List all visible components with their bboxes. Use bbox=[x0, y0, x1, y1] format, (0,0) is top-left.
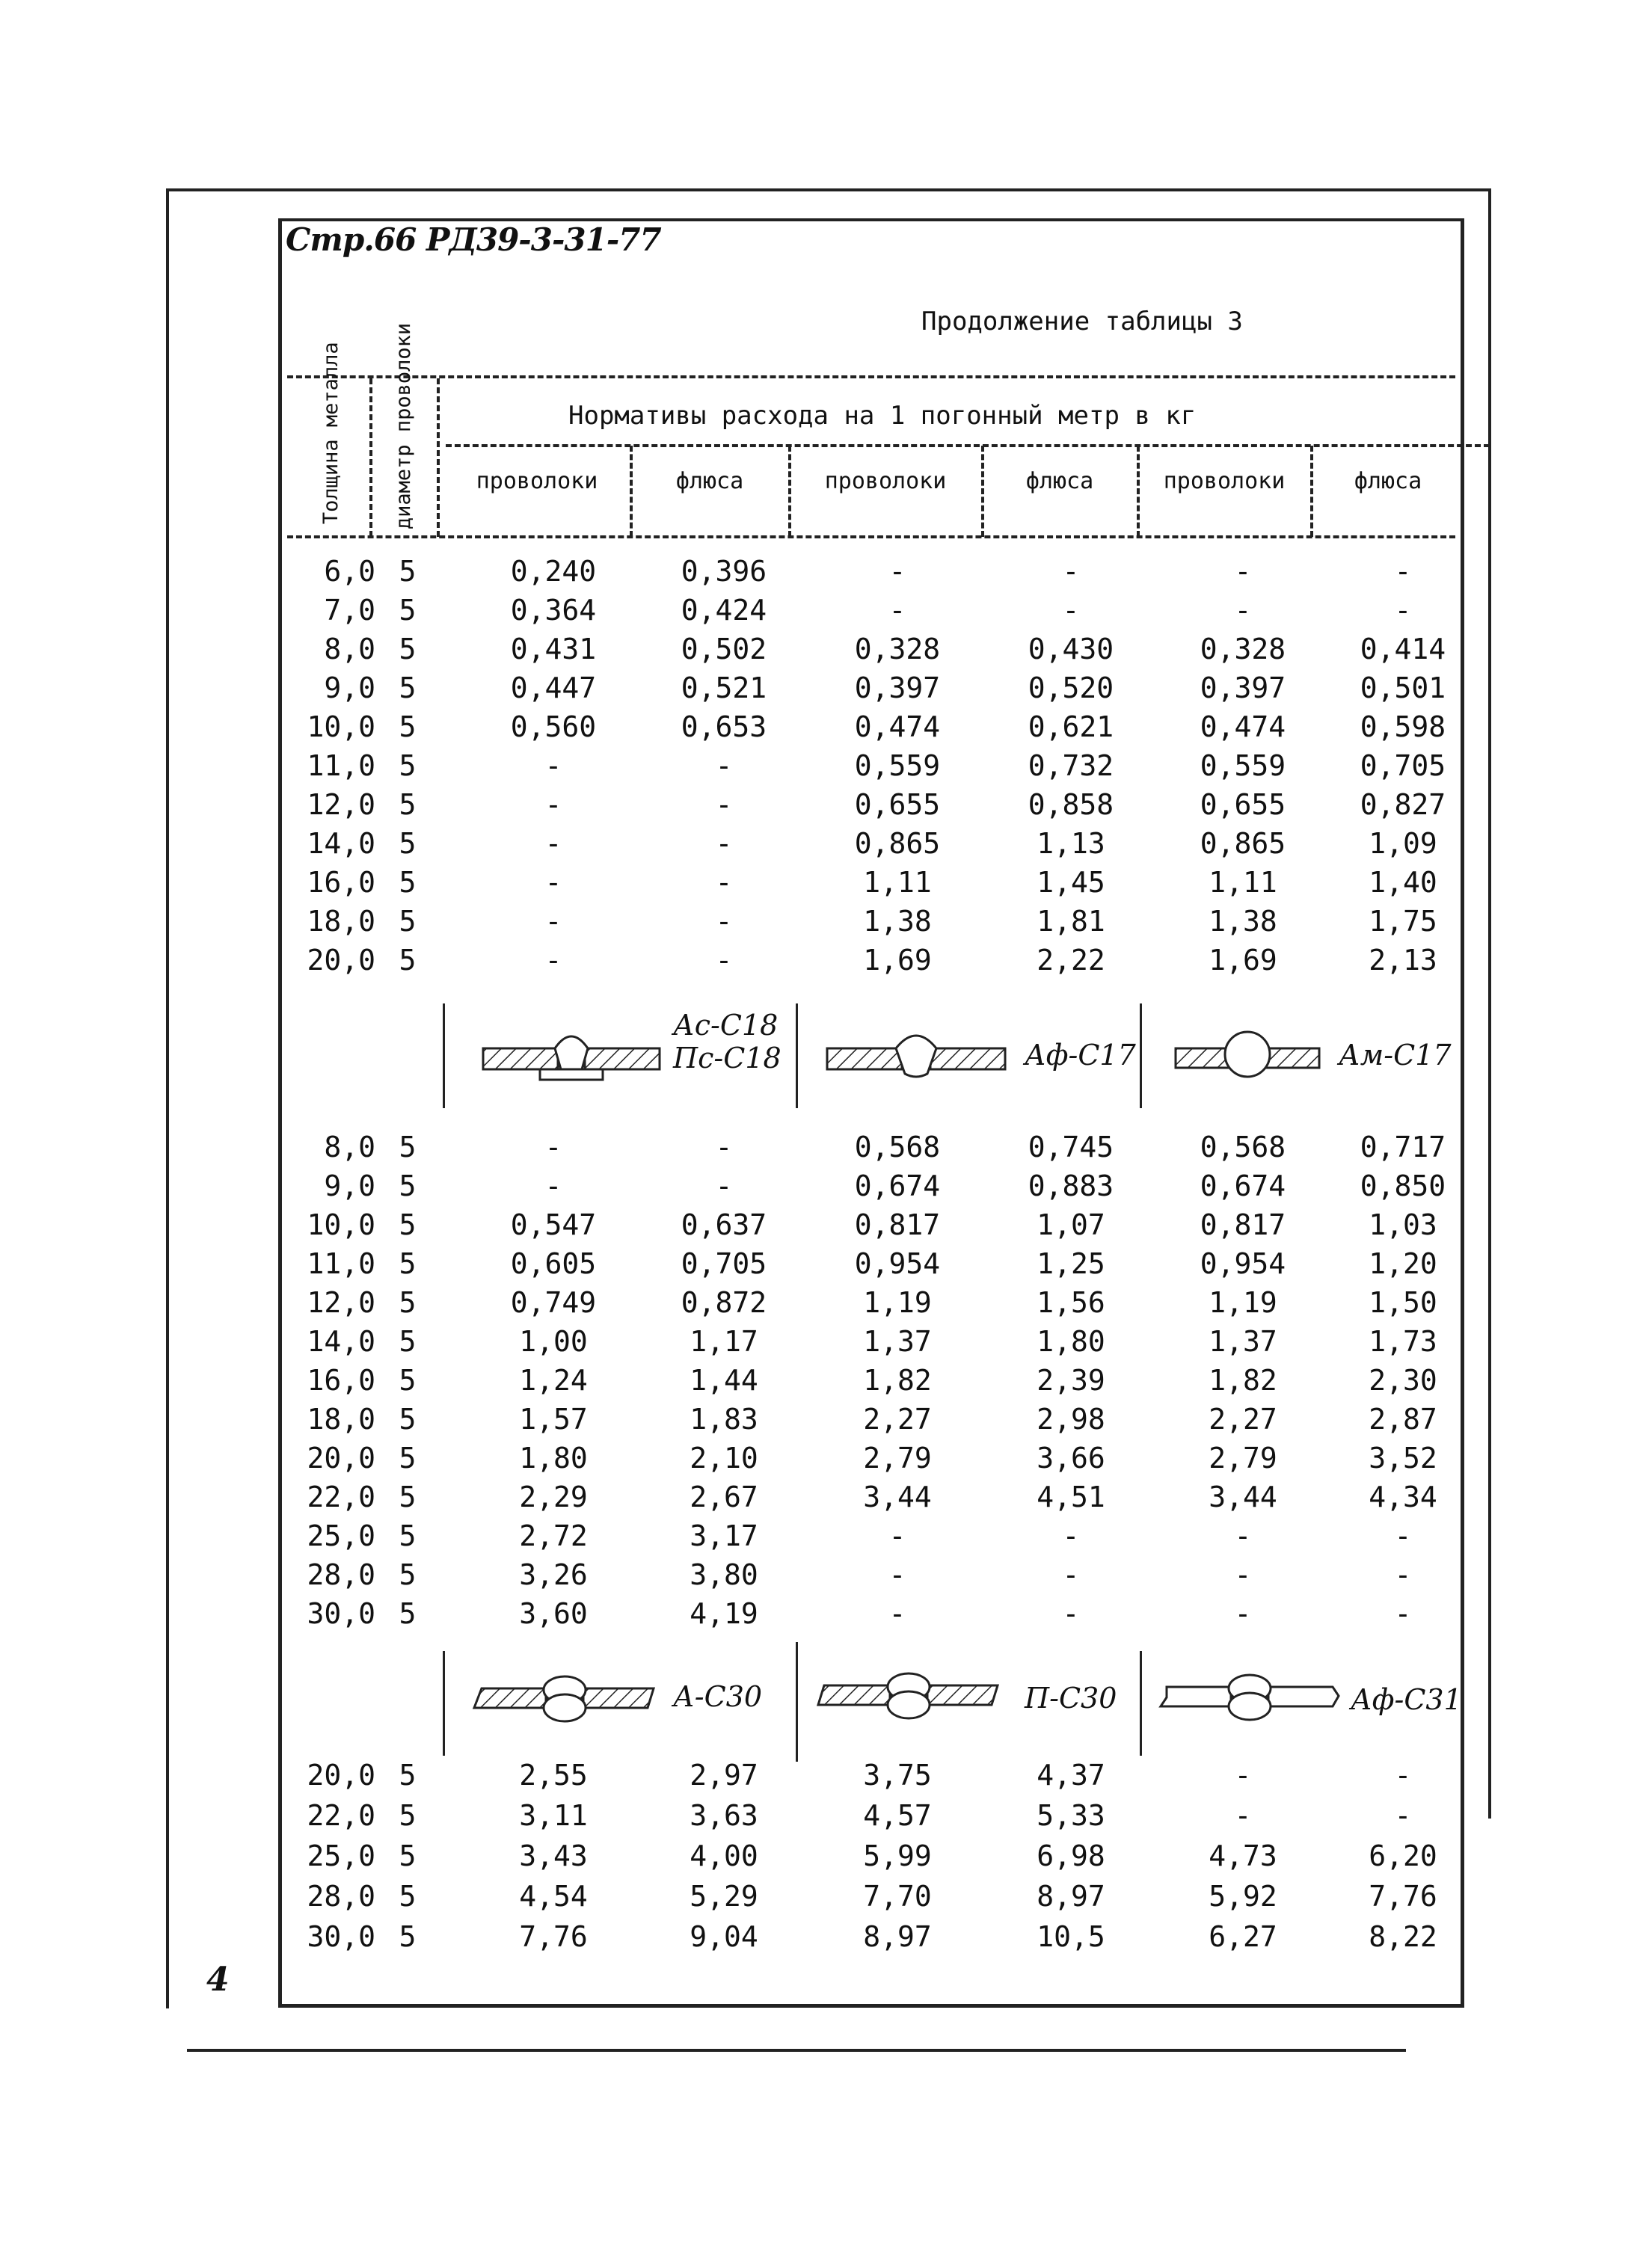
table-row bbox=[0, 1759, 1652, 1796]
cell-value: - bbox=[544, 866, 562, 899]
cell-value: - bbox=[1062, 555, 1080, 588]
cell-value: 3,80 bbox=[690, 1558, 758, 1591]
cell-diameter: 5 bbox=[399, 1558, 417, 1591]
cell-value: 1,83 bbox=[690, 1403, 758, 1436]
joint-separator bbox=[796, 1642, 798, 1762]
joint-separator bbox=[1140, 1651, 1142, 1756]
cell-diameter: 5 bbox=[399, 1208, 417, 1241]
cell-value: 1,81 bbox=[1037, 905, 1105, 938]
cell-value: 0,328 bbox=[1200, 633, 1286, 665]
cell-value: 1,45 bbox=[1037, 866, 1105, 899]
cell-value: 0,605 bbox=[510, 1247, 597, 1280]
cell-thickness: 7,0 bbox=[324, 594, 375, 627]
cell-value: 0,858 bbox=[1028, 788, 1114, 821]
cell-value: - bbox=[715, 1169, 733, 1202]
subheader-flux: флюса bbox=[675, 468, 744, 494]
cell-value: - bbox=[544, 827, 562, 860]
cell-value: - bbox=[544, 1169, 562, 1202]
cell-value: 2,67 bbox=[690, 1481, 758, 1513]
cell-value: 0,954 bbox=[854, 1247, 941, 1280]
table-row bbox=[0, 1558, 1652, 1596]
cell-value: 1,11 bbox=[863, 866, 932, 899]
joint-label: Аф-С17 bbox=[1025, 1039, 1136, 1072]
cell-value: - bbox=[888, 1558, 906, 1591]
cell-value: 0,447 bbox=[510, 671, 597, 704]
cell-value: 0,474 bbox=[1200, 710, 1286, 743]
cell-thickness: 30,0 bbox=[307, 1920, 375, 1953]
cell-diameter: 5 bbox=[399, 1131, 417, 1163]
cell-value: 4,19 bbox=[690, 1597, 758, 1630]
table-row bbox=[0, 1247, 1652, 1285]
cell-value: 4,54 bbox=[519, 1880, 588, 1913]
cell-value: 3,11 bbox=[519, 1799, 588, 1832]
cell-thickness: 9,0 bbox=[324, 671, 375, 704]
cell-value: 2,10 bbox=[690, 1442, 758, 1475]
cell-value: 6,27 bbox=[1209, 1920, 1277, 1953]
cell-value: 0,749 bbox=[510, 1286, 597, 1319]
cell-value: 1,37 bbox=[1209, 1325, 1277, 1358]
cell-value: 0,521 bbox=[681, 671, 767, 704]
cell-value: 2,13 bbox=[1369, 944, 1437, 977]
joint-label: П-С30 bbox=[1025, 1682, 1117, 1715]
cell-diameter: 5 bbox=[399, 1839, 417, 1872]
cell-value: 3,17 bbox=[690, 1519, 758, 1552]
cell-value: - bbox=[1062, 594, 1080, 627]
cell-value: 5,33 bbox=[1037, 1799, 1105, 1832]
table-row bbox=[0, 1403, 1652, 1440]
subheader-wire: проволоки bbox=[1163, 468, 1286, 494]
cell-value: 7,70 bbox=[863, 1880, 932, 1913]
cell-value: 3,26 bbox=[519, 1558, 588, 1591]
cell-thickness: 14,0 bbox=[307, 1325, 375, 1358]
cell-value: 0,568 bbox=[1200, 1131, 1286, 1163]
table-row bbox=[0, 1208, 1652, 1246]
cell-value: 1,50 bbox=[1369, 1286, 1437, 1319]
cell-value: 0,827 bbox=[1360, 788, 1446, 821]
cell-value: 6,98 bbox=[1037, 1839, 1105, 1872]
cell-value: 0,431 bbox=[510, 633, 597, 665]
cell-value: - bbox=[1394, 1799, 1412, 1832]
cell-value: 0,520 bbox=[1028, 671, 1114, 704]
cell-value: 4,73 bbox=[1209, 1839, 1277, 1872]
cell-value: 2,29 bbox=[519, 1481, 588, 1513]
cell-value: 1,69 bbox=[863, 944, 932, 977]
cell-thickness: 16,0 bbox=[307, 866, 375, 899]
cell-diameter: 5 bbox=[399, 1364, 417, 1397]
cell-value: 9,04 bbox=[690, 1920, 758, 1953]
cell-diameter: 5 bbox=[399, 1442, 417, 1475]
cell-thickness: 6,0 bbox=[324, 555, 375, 588]
cell-value: 2,55 bbox=[519, 1759, 588, 1792]
cell-value: 0,705 bbox=[1360, 749, 1446, 782]
cell-value: 0,872 bbox=[681, 1286, 767, 1319]
cell-value: 3,52 bbox=[1369, 1442, 1437, 1475]
cell-value: 0,717 bbox=[1360, 1131, 1446, 1163]
cell-value: - bbox=[715, 866, 733, 899]
cell-thickness: 25,0 bbox=[307, 1519, 375, 1552]
cell-value: 0,397 bbox=[1200, 671, 1286, 704]
cell-thickness: 10,0 bbox=[307, 1208, 375, 1241]
page-number: 4 bbox=[206, 1961, 230, 1999]
cell-value: 0,674 bbox=[1200, 1169, 1286, 1202]
table-row bbox=[0, 1799, 1652, 1836]
cell-thickness: 16,0 bbox=[307, 1364, 375, 1397]
cell-value: 0,705 bbox=[681, 1247, 767, 1280]
cell-value: 1,19 bbox=[1209, 1286, 1277, 1319]
cell-value: - bbox=[544, 944, 562, 977]
cell-value: 1,38 bbox=[863, 905, 932, 938]
cell-value: 0,655 bbox=[854, 788, 941, 821]
table-row bbox=[0, 671, 1652, 709]
cell-value: 1,25 bbox=[1037, 1247, 1105, 1280]
joint-code: Пс-С18 bbox=[673, 1041, 782, 1075]
cell-diameter: 5 bbox=[399, 1597, 417, 1630]
cell-value: 1,80 bbox=[519, 1442, 588, 1475]
cell-thickness: 28,0 bbox=[307, 1558, 375, 1591]
cell-value: - bbox=[888, 555, 906, 588]
cell-value: 2,97 bbox=[690, 1759, 758, 1792]
cell-value: 4,37 bbox=[1037, 1759, 1105, 1792]
cell-value: 0,240 bbox=[510, 555, 597, 588]
cell-value: 2,27 bbox=[863, 1403, 932, 1436]
cell-value: 0,502 bbox=[681, 633, 767, 665]
butt-joint-icon bbox=[1173, 1023, 1322, 1083]
table-row bbox=[0, 1839, 1652, 1877]
table-row bbox=[0, 749, 1652, 787]
cell-value: 5,99 bbox=[863, 1839, 932, 1872]
cell-diameter: 5 bbox=[399, 944, 417, 977]
cell-value: 0,865 bbox=[1200, 827, 1286, 860]
cell-diameter: 5 bbox=[399, 866, 417, 899]
table-row bbox=[0, 905, 1652, 942]
cell-thickness: 28,0 bbox=[307, 1880, 375, 1913]
cell-value: 1,13 bbox=[1037, 827, 1105, 860]
cell-value: - bbox=[715, 749, 733, 782]
cell-value: 1,09 bbox=[1369, 827, 1437, 860]
butt-joint-backing-icon bbox=[480, 1024, 664, 1084]
cell-value: 6,20 bbox=[1369, 1839, 1437, 1872]
cell-value: 1,75 bbox=[1369, 905, 1437, 938]
cell-value: 3,60 bbox=[519, 1597, 588, 1630]
cell-value: 0,954 bbox=[1200, 1247, 1286, 1280]
col-thickness-header: Толщина металла bbox=[319, 342, 343, 525]
cell-value: 2,79 bbox=[1209, 1442, 1277, 1475]
cell-value: 3,63 bbox=[690, 1799, 758, 1832]
cell-value: 0,414 bbox=[1360, 633, 1446, 665]
cell-diameter: 5 bbox=[399, 788, 417, 821]
cell-value: 4,34 bbox=[1369, 1481, 1437, 1513]
header-divider bbox=[437, 378, 440, 537]
cell-value: 2,79 bbox=[863, 1442, 932, 1475]
cell-value: 5,29 bbox=[690, 1880, 758, 1913]
cell-value: - bbox=[1062, 1597, 1080, 1630]
cell-value: 2,98 bbox=[1037, 1403, 1105, 1436]
cell-diameter: 5 bbox=[399, 1169, 417, 1202]
cell-diameter: 5 bbox=[399, 1920, 417, 1953]
cell-thickness: 11,0 bbox=[307, 749, 375, 782]
cell-thickness: 22,0 bbox=[307, 1481, 375, 1513]
cell-value: 0,883 bbox=[1028, 1169, 1114, 1202]
table-row bbox=[0, 944, 1652, 981]
cell-value: 0,559 bbox=[1200, 749, 1286, 782]
cell-value: - bbox=[1234, 594, 1252, 627]
cell-value: 2,27 bbox=[1209, 1403, 1277, 1436]
table-row bbox=[0, 1364, 1652, 1401]
table-row bbox=[0, 1169, 1652, 1207]
cell-thickness: 9,0 bbox=[324, 1169, 375, 1202]
cell-value: 1,69 bbox=[1209, 944, 1277, 977]
cell-thickness: 12,0 bbox=[307, 1286, 375, 1319]
joint-label: Ам-С17 bbox=[1339, 1039, 1452, 1072]
cell-diameter: 5 bbox=[399, 1247, 417, 1280]
table-row bbox=[0, 1131, 1652, 1168]
cell-value: - bbox=[1394, 1519, 1412, 1552]
cell-value: 7,76 bbox=[519, 1920, 588, 1953]
joint-label: Аф-С31 bbox=[1351, 1683, 1462, 1716]
cell-value: 1,44 bbox=[690, 1364, 758, 1397]
cell-value: 1,03 bbox=[1369, 1208, 1437, 1241]
cell-diameter: 5 bbox=[399, 555, 417, 588]
subheader-flux: флюса bbox=[1354, 468, 1422, 494]
butt-joint-icon bbox=[823, 1023, 1010, 1083]
cell-value: 7,76 bbox=[1369, 1880, 1437, 1913]
cell-value: 1,56 bbox=[1037, 1286, 1105, 1319]
table-row bbox=[0, 788, 1652, 826]
double-v-joint-icon bbox=[1156, 1670, 1343, 1723]
cell-value: 3,66 bbox=[1037, 1442, 1105, 1475]
table-row bbox=[0, 1597, 1652, 1635]
cell-value: 1,37 bbox=[863, 1325, 932, 1358]
cell-value: 0,559 bbox=[854, 749, 941, 782]
cell-value: 3,44 bbox=[863, 1481, 932, 1513]
double-v-joint-icon bbox=[815, 1669, 1002, 1721]
cell-value: - bbox=[1394, 1759, 1412, 1792]
header-top-rule bbox=[287, 375, 1455, 378]
cell-thickness: 20,0 bbox=[307, 1759, 375, 1792]
subheader-flux: флюса bbox=[1025, 468, 1094, 494]
cell-value: 8,22 bbox=[1369, 1920, 1437, 1953]
cell-value: 1,82 bbox=[1209, 1364, 1277, 1397]
cell-value: 4,57 bbox=[863, 1799, 932, 1832]
cell-value: - bbox=[544, 788, 562, 821]
cell-value: 1,80 bbox=[1037, 1325, 1105, 1358]
cell-value: 2,87 bbox=[1369, 1403, 1437, 1436]
cell-value: - bbox=[544, 905, 562, 938]
cell-value: 0,560 bbox=[510, 710, 597, 743]
cell-value: - bbox=[1394, 594, 1412, 627]
cell-value: 0,732 bbox=[1028, 749, 1114, 782]
header-bottom-rule bbox=[287, 535, 1455, 538]
cell-value: 1,00 bbox=[519, 1325, 588, 1358]
cell-value: - bbox=[1394, 555, 1412, 588]
cell-thickness: 14,0 bbox=[307, 827, 375, 860]
cell-value: - bbox=[1234, 1759, 1252, 1792]
cell-diameter: 5 bbox=[399, 633, 417, 665]
document-stamp: Стр.66 РД39-3-31-77 bbox=[286, 221, 661, 258]
table-row bbox=[0, 1325, 1652, 1362]
cell-value: 0,745 bbox=[1028, 1131, 1114, 1163]
cell-thickness: 22,0 bbox=[307, 1799, 375, 1832]
cell-diameter: 5 bbox=[399, 905, 417, 938]
cell-value: 2,30 bbox=[1369, 1364, 1437, 1397]
header-mid-rule bbox=[446, 444, 1490, 447]
cell-value: 0,424 bbox=[681, 594, 767, 627]
cell-value: 0,328 bbox=[854, 633, 941, 665]
cell-value: - bbox=[715, 944, 733, 977]
table-row bbox=[0, 827, 1652, 864]
cell-thickness: 8,0 bbox=[324, 1131, 375, 1163]
table-row bbox=[0, 1442, 1652, 1479]
joint-code: Ас-С18 bbox=[673, 1009, 779, 1042]
cell-value: 0,364 bbox=[510, 594, 597, 627]
table-row bbox=[0, 1920, 1652, 1958]
joint-separator bbox=[796, 1003, 798, 1108]
cell-diameter: 5 bbox=[399, 1519, 417, 1552]
cell-thickness: 20,0 bbox=[307, 944, 375, 977]
cell-thickness: 10,0 bbox=[307, 710, 375, 743]
cell-value: 0,865 bbox=[854, 827, 941, 860]
cell-thickness: 8,0 bbox=[324, 633, 375, 665]
joint-label bbox=[673, 1009, 782, 1075]
double-v-joint-icon bbox=[471, 1672, 658, 1724]
cell-value: - bbox=[715, 905, 733, 938]
cell-value: 0,655 bbox=[1200, 788, 1286, 821]
cell-value: - bbox=[1234, 1558, 1252, 1591]
cell-value: 0,430 bbox=[1028, 633, 1114, 665]
joint-separator bbox=[443, 1651, 445, 1756]
cell-value: - bbox=[1234, 555, 1252, 588]
cell-value: 1,40 bbox=[1369, 866, 1437, 899]
cell-value: 0,568 bbox=[854, 1131, 941, 1163]
cell-value: 3,43 bbox=[519, 1839, 588, 1872]
cell-value: - bbox=[544, 749, 562, 782]
cell-value: 5,92 bbox=[1209, 1880, 1277, 1913]
cell-value: 0,598 bbox=[1360, 710, 1446, 743]
joint-separator bbox=[1140, 1003, 1142, 1108]
cell-value: 4,51 bbox=[1037, 1481, 1105, 1513]
cell-value: 0,474 bbox=[854, 710, 941, 743]
table-row bbox=[0, 633, 1652, 670]
cell-value: 2,39 bbox=[1037, 1364, 1105, 1397]
cell-value: 1,24 bbox=[519, 1364, 588, 1397]
cell-diameter: 5 bbox=[399, 1481, 417, 1513]
cell-value: 4,00 bbox=[690, 1839, 758, 1872]
cell-value: - bbox=[715, 788, 733, 821]
bottom-rule bbox=[187, 2049, 1406, 2052]
cell-value: - bbox=[715, 827, 733, 860]
cell-value: 1,82 bbox=[863, 1364, 932, 1397]
cell-diameter: 5 bbox=[399, 1403, 417, 1436]
cell-thickness: 18,0 bbox=[307, 905, 375, 938]
norm-title: Нормативы расхода на 1 погонный метр в кг bbox=[568, 401, 1197, 431]
cell-value: 2,22 bbox=[1037, 944, 1105, 977]
cell-value: 1,57 bbox=[519, 1403, 588, 1436]
cell-value: 1,17 bbox=[690, 1325, 758, 1358]
cell-value: - bbox=[715, 1131, 733, 1163]
cell-value: - bbox=[1234, 1799, 1252, 1832]
cell-value: 0,817 bbox=[1200, 1208, 1286, 1241]
cell-diameter: 5 bbox=[399, 749, 417, 782]
col-diameter-header: диаметр проволоки bbox=[391, 322, 415, 530]
cell-value: - bbox=[1394, 1558, 1412, 1591]
cell-diameter: 5 bbox=[399, 671, 417, 704]
cell-diameter: 5 bbox=[399, 594, 417, 627]
table-row bbox=[0, 1880, 1652, 1917]
cell-value: - bbox=[888, 1519, 906, 1552]
table-row bbox=[0, 555, 1652, 592]
cell-thickness: 20,0 bbox=[307, 1442, 375, 1475]
cell-value: 0,817 bbox=[854, 1208, 941, 1241]
cell-diameter: 5 bbox=[399, 1286, 417, 1319]
cell-value: - bbox=[1062, 1558, 1080, 1591]
cell-diameter: 5 bbox=[399, 1759, 417, 1792]
cell-value: 0,637 bbox=[681, 1208, 767, 1241]
cell-value: 8,97 bbox=[863, 1920, 932, 1953]
cell-value: 0,501 bbox=[1360, 671, 1446, 704]
cell-value: 0,653 bbox=[681, 710, 767, 743]
cell-value: 0,621 bbox=[1028, 710, 1114, 743]
cell-value: 1,11 bbox=[1209, 866, 1277, 899]
cell-value: 1,38 bbox=[1209, 905, 1277, 938]
table-row bbox=[0, 710, 1652, 748]
table-continuation-title: Продолжение таблицы 3 bbox=[921, 307, 1243, 336]
cell-diameter: 5 bbox=[399, 1880, 417, 1913]
cell-value: - bbox=[1394, 1597, 1412, 1630]
table-row bbox=[0, 866, 1652, 903]
cell-diameter: 5 bbox=[399, 710, 417, 743]
cell-value: - bbox=[888, 594, 906, 627]
subheader-wire: проволоки bbox=[476, 468, 598, 494]
cell-value: - bbox=[1234, 1519, 1252, 1552]
cell-thickness: 11,0 bbox=[307, 1247, 375, 1280]
table-row bbox=[0, 1481, 1652, 1518]
cell-value: 0,547 bbox=[510, 1208, 597, 1241]
cell-value: - bbox=[1234, 1597, 1252, 1630]
cell-thickness: 12,0 bbox=[307, 788, 375, 821]
cell-diameter: 5 bbox=[399, 1325, 417, 1358]
cell-value: 1,20 bbox=[1369, 1247, 1437, 1280]
table-row bbox=[0, 1519, 1652, 1557]
cell-diameter: 5 bbox=[399, 1799, 417, 1832]
cell-value: 1,73 bbox=[1369, 1325, 1437, 1358]
joint-label: А-С30 bbox=[673, 1680, 763, 1713]
cell-value: 8,97 bbox=[1037, 1880, 1105, 1913]
cell-value: 0,397 bbox=[854, 671, 941, 704]
table-row bbox=[0, 594, 1652, 631]
cell-value: - bbox=[1062, 1519, 1080, 1552]
cell-value: 0,850 bbox=[1360, 1169, 1446, 1202]
cell-value: - bbox=[544, 1131, 562, 1163]
cell-diameter: 5 bbox=[399, 827, 417, 860]
cell-value: 2,72 bbox=[519, 1519, 588, 1552]
cell-value: 3,75 bbox=[863, 1759, 932, 1792]
cell-value: 3,44 bbox=[1209, 1481, 1277, 1513]
cell-value: - bbox=[888, 1597, 906, 1630]
table-row bbox=[0, 1286, 1652, 1324]
cell-thickness: 18,0 bbox=[307, 1403, 375, 1436]
subheader-wire: проволоки bbox=[824, 468, 947, 494]
cell-value: 0,674 bbox=[854, 1169, 941, 1202]
cell-thickness: 25,0 bbox=[307, 1839, 375, 1872]
joint-separator bbox=[443, 1003, 445, 1108]
cell-value: 1,19 bbox=[863, 1286, 932, 1319]
header-divider bbox=[369, 378, 372, 537]
cell-value: 1,07 bbox=[1037, 1208, 1105, 1241]
cell-value: 0,396 bbox=[681, 555, 767, 588]
cell-value: 10,5 bbox=[1037, 1920, 1105, 1953]
cell-thickness: 30,0 bbox=[307, 1597, 375, 1630]
